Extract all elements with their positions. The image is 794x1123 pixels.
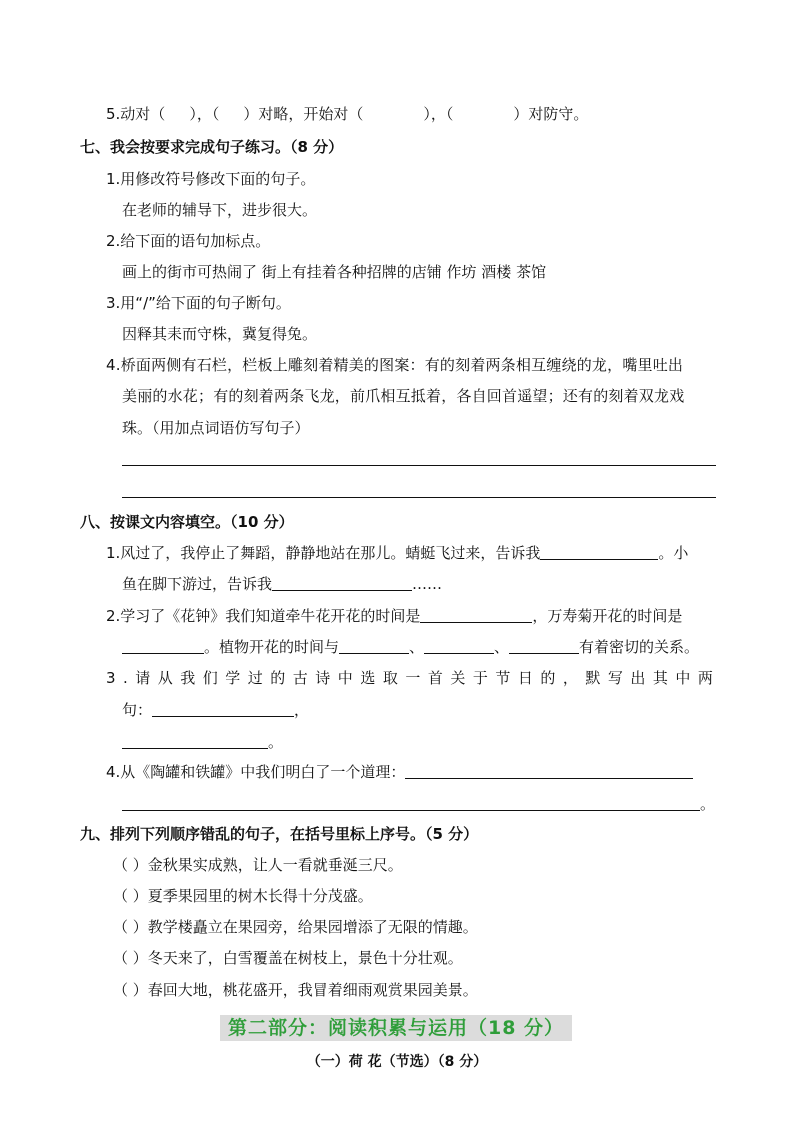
part-2-banner: 第二部分：阅读积累与运用（18 分）	[220, 1015, 572, 1041]
fill-blank[interactable]	[152, 701, 294, 717]
s9-item: （ ）春回大地，桃花盛开，我冒着细雨观赏果园美景。	[113, 981, 478, 999]
s7-item-4-line-1: 4.桥面两侧有石栏，栏板上雕刻着精美的图案：有的刻着两条相互缠绕的龙，嘴里吐出	[106, 356, 684, 374]
text: 句：	[122, 701, 153, 719]
s8-item-2-line-1	[106, 606, 682, 626]
text: ，万寿菊开花的时间是	[532, 607, 683, 625]
s7-item-2: 2.给下面的语句加标点。	[106, 232, 271, 250]
s9-item: （ ）夏季果园里的树木长得十分茂盛。	[113, 887, 373, 905]
section-7-heading: 七、我会按要求完成句子练习。（8 分）	[80, 138, 344, 156]
s8-item-2-line-2	[122, 637, 699, 657]
section-9-heading: 九、排列下列顺序错乱的句子，在括号里标上序号。（5 分）	[80, 825, 479, 843]
text: 、	[409, 638, 425, 656]
text: 鱼在脚下游过，告诉我	[122, 575, 273, 593]
answer-line[interactable]	[122, 497, 716, 498]
fill-blank[interactable]	[424, 638, 494, 654]
text: ），（	[189, 105, 220, 123]
s9-item: （ ）金秋果实成熟，让人一看就垂涎三尺。	[113, 856, 403, 874]
s8-item-4-line-1	[106, 762, 693, 782]
s8-item-3-line-2	[122, 700, 309, 720]
section-8-heading: 八、按课文内容填空。（10 分）	[80, 513, 294, 531]
answer-line[interactable]	[122, 465, 716, 466]
text: ）对防守。	[513, 105, 589, 123]
text: 。	[268, 733, 284, 751]
s8-item-4-line-2	[122, 794, 715, 814]
s7-item-4-line-2: 美丽的水花；有的刻着两条飞龙，前爪相互抵着，各自回首遥望；还有的刻着双龙戏	[122, 387, 685, 405]
fill-blank[interactable]	[420, 607, 532, 623]
text: 1.风过了，我停止了舞蹈，静静地站在那儿。蜻蜓飞过来，告诉我	[106, 544, 541, 562]
s8-item-3-line-3	[122, 732, 283, 752]
fill-blank[interactable]	[122, 638, 204, 654]
text: ），（	[423, 105, 454, 123]
s7-item-3-sentence: 因释其耒而守株，冀复得兔。	[122, 325, 318, 343]
s7-item-1: 1.用修改符号修改下面的句子。	[106, 170, 316, 188]
text: 、	[494, 638, 510, 656]
text: 。植物开花的时间与	[204, 638, 340, 656]
s7-item-1-sentence: 在老师的辅导下，进步很大。	[122, 201, 318, 219]
text: 。小	[658, 544, 689, 562]
fill-blank[interactable]	[272, 575, 412, 591]
s9-item: （ ）教学楼矗立在果园旁，给果园增添了无限的情趣。	[113, 918, 478, 936]
fill-blank[interactable]	[339, 638, 409, 654]
text: ，	[294, 701, 310, 719]
s7-item-2-sentence: 画上的街市可热闹了 街上有挂着各种招牌的店铺 作坊 酒楼 茶馆	[122, 263, 547, 281]
s8-item-3-line-1: 3.请从我们学过的古诗中选取一首关于节日的，默写出其中两	[106, 669, 721, 687]
fill-blank[interactable]	[509, 638, 579, 654]
s7-item-3: 3.用“/”给下面的句子断句。	[106, 294, 291, 312]
q6-item-5	[106, 104, 588, 124]
text: 2.学习了《花钟》我们知道牵牛花开花的时间是	[106, 607, 421, 625]
fill-blank[interactable]	[405, 763, 693, 779]
text: 。	[700, 795, 716, 813]
text: 4.从《陶罐和铁罐》中我们明白了一个道理：	[106, 763, 406, 781]
fill-blank[interactable]	[540, 544, 658, 560]
s8-item-1-line-2	[122, 574, 442, 594]
s8-item-1-line-1	[106, 543, 688, 563]
text: 有着密切的关系。	[579, 638, 700, 656]
fill-blank[interactable]	[122, 733, 268, 749]
text: ……	[412, 575, 443, 593]
fill-blank[interactable]	[122, 795, 700, 811]
s9-item: （ ）冬天来了，白雪覆盖在树枝上，景色十分壮观。	[113, 949, 463, 967]
text: ）对略，开始对（	[243, 105, 364, 123]
reading-subheading: （一）荷 花（节选）（8 分）	[306, 1054, 488, 1070]
text: 5.动对（	[106, 105, 166, 123]
s7-item-4-line-3: 珠。（用加点词语仿写句子）	[122, 419, 310, 437]
